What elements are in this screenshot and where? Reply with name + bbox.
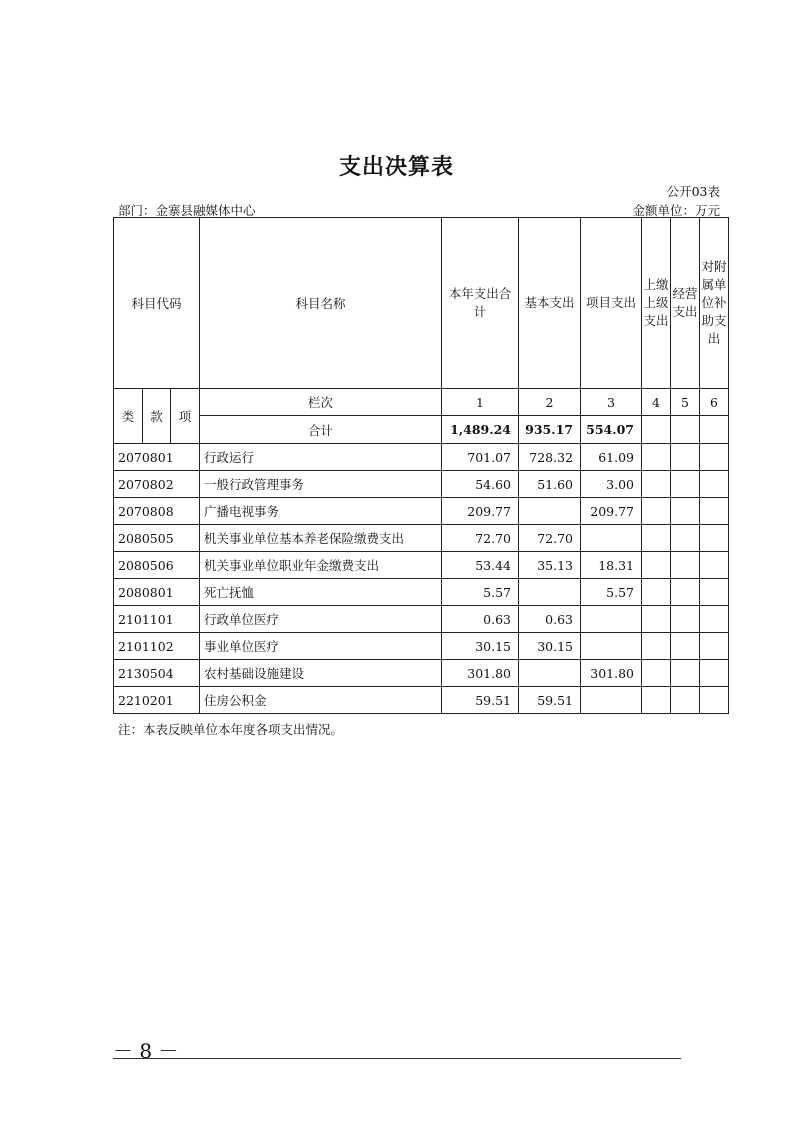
row-project — [581, 606, 642, 633]
total-subsidy — [700, 416, 729, 444]
row-total: 0.63 — [442, 606, 519, 633]
row-code: 2130504 — [114, 660, 200, 687]
row-upper — [642, 660, 671, 687]
row-code: 2070802 — [114, 471, 200, 498]
column-index-row — [114, 389, 729, 416]
row-upper — [642, 471, 671, 498]
row-name: 死亡抚恤 — [200, 579, 442, 606]
row-name: 行政运行 — [200, 444, 442, 471]
table-row — [114, 579, 729, 606]
total-upper — [642, 416, 671, 444]
expenditure-table — [113, 217, 729, 714]
row-business — [671, 525, 700, 552]
header-basic: 基本支出 — [519, 218, 581, 389]
row-code: 2101101 — [114, 606, 200, 633]
table-row — [114, 606, 729, 633]
row-project: 209.77 — [581, 498, 642, 525]
total-business — [671, 416, 700, 444]
row-business — [671, 660, 700, 687]
row-code: 2210201 — [114, 687, 200, 714]
table-row — [114, 498, 729, 525]
row-subsidy — [700, 579, 729, 606]
row-name: 行政单位医疗 — [200, 606, 442, 633]
row-total: 701.07 — [442, 444, 519, 471]
row-basic: 30.15 — [519, 633, 581, 660]
row-business — [671, 633, 700, 660]
row-basic: 72.70 — [519, 525, 581, 552]
row-upper — [642, 687, 671, 714]
row-project: 18.31 — [581, 552, 642, 579]
table-note: 注：本表反映单位本年度各项支出情况。 — [118, 722, 344, 737]
table-row — [114, 471, 729, 498]
header-lei: 类 — [114, 389, 143, 444]
row-basic: 35.13 — [519, 552, 581, 579]
row-upper — [642, 552, 671, 579]
row-upper — [642, 444, 671, 471]
header-project: 项目支出 — [581, 218, 642, 389]
row-basic: 728.32 — [519, 444, 581, 471]
col-index-2: 2 — [519, 389, 581, 416]
footer-divider — [113, 1058, 681, 1059]
row-business — [671, 687, 700, 714]
col-index-6: 6 — [700, 389, 729, 416]
row-subsidy — [700, 444, 729, 471]
header-xiang: 项 — [171, 389, 200, 444]
col-index-5: 5 — [671, 389, 700, 416]
row-business — [671, 579, 700, 606]
total-basic: 935.17 — [519, 416, 581, 444]
header-total: 本年支出合计 — [442, 218, 519, 389]
row-subsidy — [700, 687, 729, 714]
row-subsidy — [700, 471, 729, 498]
header-upper: 上缴上级支出 — [642, 218, 671, 389]
row-total: 301.80 — [442, 660, 519, 687]
row-project: 5.57 — [581, 579, 642, 606]
row-basic — [519, 498, 581, 525]
row-name: 住房公积金 — [200, 687, 442, 714]
row-subsidy — [700, 498, 729, 525]
row-name: 事业单位医疗 — [200, 633, 442, 660]
header-name: 科目名称 — [200, 218, 442, 389]
row-project — [581, 687, 642, 714]
row-total: 53.44 — [442, 552, 519, 579]
page-title: 支出决算表 — [338, 155, 454, 180]
row-project — [581, 633, 642, 660]
row-code: 2070801 — [114, 444, 200, 471]
col-index-4: 4 — [642, 389, 671, 416]
row-project: 3.00 — [581, 471, 642, 498]
row-total: 54.60 — [442, 471, 519, 498]
header-code: 科目代码 — [114, 218, 200, 389]
row-code: 2070808 — [114, 498, 200, 525]
row-project — [581, 525, 642, 552]
row-subsidy — [700, 606, 729, 633]
total-row — [114, 416, 729, 444]
row-upper — [642, 633, 671, 660]
table-row — [114, 444, 729, 471]
row-business — [671, 498, 700, 525]
total-label: 合计 — [200, 416, 442, 444]
row-business — [671, 552, 700, 579]
col-index-3: 3 — [581, 389, 642, 416]
col-index-1: 1 — [442, 389, 519, 416]
table-row — [114, 633, 729, 660]
row-basic — [519, 579, 581, 606]
row-subsidy — [700, 525, 729, 552]
row-name: 农村基础设施建设 — [200, 660, 442, 687]
row-basic — [519, 660, 581, 687]
department-label: 部门：金寨县融媒体中心 — [118, 203, 256, 218]
header-row — [114, 218, 729, 389]
page-number: － 8 － — [113, 1039, 179, 1063]
table-row — [114, 687, 729, 714]
row-upper — [642, 525, 671, 552]
row-name: 一般行政管理事务 — [200, 471, 442, 498]
row-subsidy — [700, 552, 729, 579]
header-kuan: 款 — [143, 389, 171, 444]
table-row — [114, 660, 729, 687]
row-code: 2101102 — [114, 633, 200, 660]
row-basic: 0.63 — [519, 606, 581, 633]
row-basic: 51.60 — [519, 471, 581, 498]
row-project: 301.80 — [581, 660, 642, 687]
form-number: 公开03表 — [666, 184, 720, 199]
row-code: 2080801 — [114, 579, 200, 606]
row-total: 30.15 — [442, 633, 519, 660]
row-upper — [642, 498, 671, 525]
row-name: 机关事业单位基本养老保险缴费支出 — [200, 525, 442, 552]
header-business: 经营支出 — [671, 218, 700, 389]
row-project: 61.09 — [581, 444, 642, 471]
row-upper — [642, 606, 671, 633]
row-code: 2080506 — [114, 552, 200, 579]
amount-unit-label: 金额单位：万元 — [632, 203, 720, 218]
row-business — [671, 444, 700, 471]
header-subsidy: 对附属单位补助支出 — [700, 218, 729, 389]
row-upper — [642, 579, 671, 606]
row-total: 59.51 — [442, 687, 519, 714]
row-total: 209.77 — [442, 498, 519, 525]
row-total: 72.70 — [442, 525, 519, 552]
row-name: 机关事业单位职业年金缴费支出 — [200, 552, 442, 579]
total-project: 554.07 — [581, 416, 642, 444]
row-business — [671, 606, 700, 633]
table-row — [114, 525, 729, 552]
row-subsidy — [700, 660, 729, 687]
row-code: 2080505 — [114, 525, 200, 552]
row-subsidy — [700, 633, 729, 660]
row-total: 5.57 — [442, 579, 519, 606]
row-name: 广播电视事务 — [200, 498, 442, 525]
table-row — [114, 552, 729, 579]
total-amount: 1,489.24 — [442, 416, 519, 444]
header-lanci: 栏次 — [200, 389, 442, 416]
row-business — [671, 471, 700, 498]
row-basic: 59.51 — [519, 687, 581, 714]
